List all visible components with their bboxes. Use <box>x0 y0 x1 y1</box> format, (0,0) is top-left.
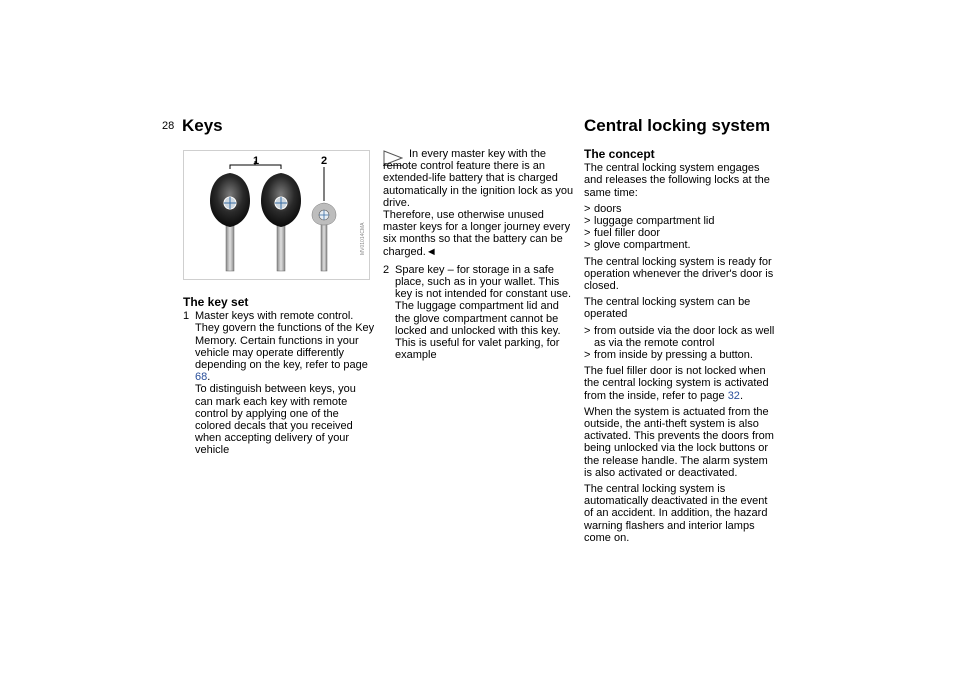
note-end-mark: ◄ <box>425 245 437 258</box>
keys-illustration <box>184 151 369 279</box>
item-1-text: Master keys with remote control. They govern the functions of the Key Memory. Certain functions in your vehicle may operate differently depending on the key, refer to page <box>195 310 375 372</box>
lock-item-text: fuel filler door <box>594 227 661 240</box>
concept-outside: When the system is actuated from the outside, the anti-theft system is also activated. This prevents the doors from being unlocked via the lock buttons or the release handle. The alarm system is also activated or deactivated. <box>584 405 774 479</box>
operation-item-text: from outside via the door lock as well as via the remote control <box>594 324 775 349</box>
lock-item-text: glove compartment. <box>594 239 691 252</box>
fuel-period: . <box>739 389 743 402</box>
concept-heading: The concept <box>584 147 655 161</box>
list-item <box>584 215 778 227</box>
concept-operated: The central locking system can be operated <box>584 296 751 321</box>
page-link-32[interactable]: 32 <box>727 389 740 402</box>
concept-column <box>584 148 778 548</box>
list-item <box>584 227 778 239</box>
bullet-marker: > <box>584 239 591 252</box>
locks-list <box>584 203 778 252</box>
key-set-column <box>183 296 376 457</box>
note-paragraph-1 <box>383 148 576 209</box>
figure-label-2: 2 <box>321 155 328 167</box>
list-item <box>584 203 778 215</box>
list-item <box>584 349 778 361</box>
concept-accident: The central locking system is automatically deactivated in the event of an accident. In addition, the hazard warning flashers and interior lamps come on. <box>584 483 768 544</box>
item-1-period: . <box>207 371 211 384</box>
bullet-marker: > <box>584 349 591 362</box>
spare-key-text: Spare key – for storage in a safe place, such as in your wallet. This key is not intended for constant use. The luggage compartment lid and the glove compartment cannot be locked and unlocked with this key. This is useful for valet parking, for example <box>395 263 572 362</box>
note-para-2: Therefore, use otherwise unused master keys for a longer journey every six months so that the battery can be charged. <box>383 209 571 258</box>
item-number: 2 <box>383 263 390 276</box>
list-item <box>584 325 778 349</box>
figure-code: MV01014CMA <box>360 222 366 255</box>
concept-intro: The central locking system engages and releases the following locks at the same time: <box>584 162 770 199</box>
item-1-text-2: To distinguish between keys, you can mark each key with remote control by applying one of the colored decals that you received when accepting delivery of your vehicle <box>195 383 356 457</box>
section-title-central-locking: Central locking system <box>584 116 771 135</box>
operation-list <box>584 325 778 362</box>
item-number: 1 <box>183 310 190 323</box>
fuel-text: The fuel filler door is not locked when the central locking system is activated from the inside, refer to page <box>584 365 769 402</box>
key-set-heading: The key set <box>183 295 249 309</box>
key-set-item-1 <box>183 310 376 456</box>
keys-figure <box>183 150 370 280</box>
lock-item-text: luggage compartment lid <box>594 215 715 228</box>
note-line-2: remote control feature there is an extended-life battery that is charged automatically in the ignition lock as you drive. <box>383 160 574 209</box>
bullet-marker: > <box>584 324 591 337</box>
lock-item-text: doors <box>594 202 622 215</box>
note-column <box>383 148 576 361</box>
figure-label-1: 1 <box>253 155 260 167</box>
note-line-1: In every master key with the <box>409 148 546 160</box>
bullet-marker: > <box>584 215 591 228</box>
bullet-marker: > <box>584 202 591 215</box>
page-number: 28 <box>162 120 175 132</box>
concept-fuel <box>584 365 778 402</box>
concept-ready: The central locking system is ready for operation whenever the driver's door is closed. <box>584 255 774 293</box>
page-link-68[interactable]: 68 <box>195 371 208 384</box>
spare-key-item <box>383 264 576 362</box>
note-paragraph-2 <box>383 209 576 258</box>
section-title-keys: Keys <box>182 116 223 135</box>
list-item <box>584 239 778 251</box>
operation-item-text: from inside by pressing a button. <box>594 349 753 362</box>
bullet-marker: > <box>584 227 591 240</box>
